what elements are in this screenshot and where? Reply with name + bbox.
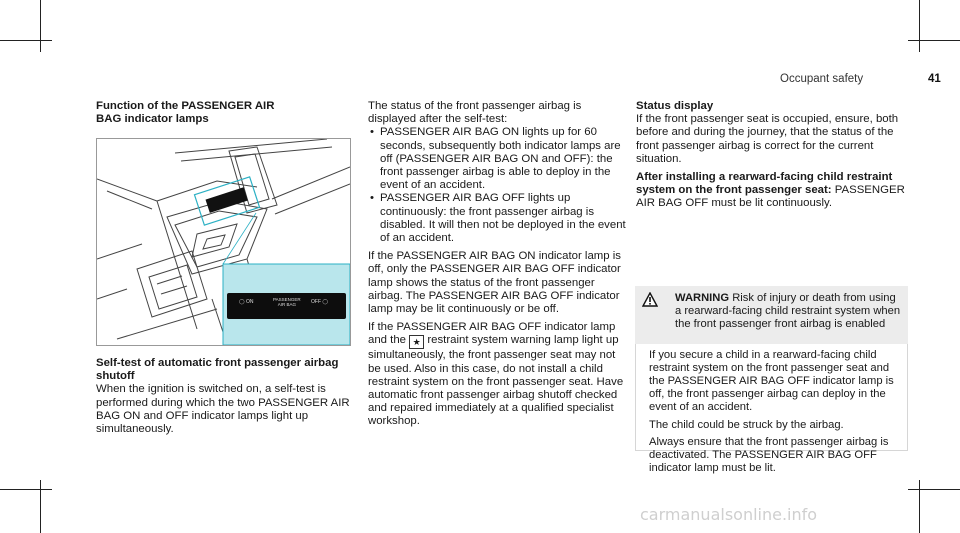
restraint-system-warning-icon: ★ [409,335,424,349]
body-text: If the PASSENGER AIR BAG OFF indicator lamp and the ★ restraint system warning lamp light up simultaneously, the front passenger seat may not be used. Also in this case, do not install a child restraint system on the front passenger seat. Have automatic front passenger airbag shutoff checked and repaired immediately at a qualified specialist workshop. [368,321,624,428]
warning-paragraph: Always ensure that the front passenger airbag is deactivated. The PASSENGER AIR BAG OFF indicator lamp must be lit. [649,436,889,475]
dashboard-illustration [96,138,351,346]
body-text: The status of the front passenger airbag is displayed after the self-test: [368,100,582,126]
middle-column [368,100,628,429]
body-text: If the front passenger seat is occupied, ensure, both before and during the journey, that the status of the front passenger airbag is correct for the current situation. [636,113,899,165]
warning-triangle-icon [642,292,658,307]
body-text: If the PASSENGER AIR BAG ON indicator lamp is off, only the PASSENGER AIR BAG OFF indicator lamp shows the status of the front passenger airbag. The PASSENGER AIR BAG OFF indicator lamp may be lit continuously or be off. [368,250,622,316]
lamp-on-label: ◯ ON [239,299,254,305]
self-test-section [96,357,358,436]
lamp-passenger-airbag-label: PASSENGER AIR BAG [273,297,301,307]
section-heading: Status display [636,100,714,112]
status-list [368,126,628,245]
warning-title: WARNING Risk of injury or death from using a rearward-facing child restraint system when the front passenger front airbag is enabled [675,292,901,330]
warning-content [635,344,908,475]
body-text: After installing a rearward-facing child restraint system on the front passenger seat: PASSENGER AIR BAG OFF must be lit continuously. [636,171,905,210]
warning-paragraph: If you secure a child in a rearward-facing child restraint system on the front passenger seat and the PASSENGER AIR BAG OFF indicator lamp is off, the front passenger airbag can deploy in the event of an accident. [649,349,894,413]
list-item: • PASSENGER AIR BAG ON lights up for 60 seconds, subsequently both indicator lamps are off (PASSENGER AIR BAG ON and OFF): the front passenger airbag is able to deploy in the event of an accident. [368,126,628,192]
body-text: When the ignition is switched on, a self-test is performed during which the two PASSENGER AIR BAG ON and OFF indicator lamps light up simultaneously. [96,383,350,436]
left-column [96,100,358,126]
warning-paragraph: The child could be struck by the airbag. [649,418,844,431]
running-header: Occupant safety [780,73,864,85]
watermark: carmanualsonline.info [640,505,818,524]
lamp-off-label: OFF ◯ [311,299,328,305]
section-heading: Self-test of automatic front passenger airbag shutoff [96,357,339,383]
page-number: 41 [928,73,941,85]
warning-header [635,286,908,344]
section-heading: Function of the PASSENGER AIR BAG indicator lamps [96,100,275,126]
list-item: • PASSENGER AIR BAG OFF lights up continuously: the front passenger airbag is disabled. It will then not be deployed in the event of an accident. [368,192,628,245]
overhead-panel-drawing [97,139,350,345]
warning-box [635,286,908,475]
right-column [636,100,908,211]
